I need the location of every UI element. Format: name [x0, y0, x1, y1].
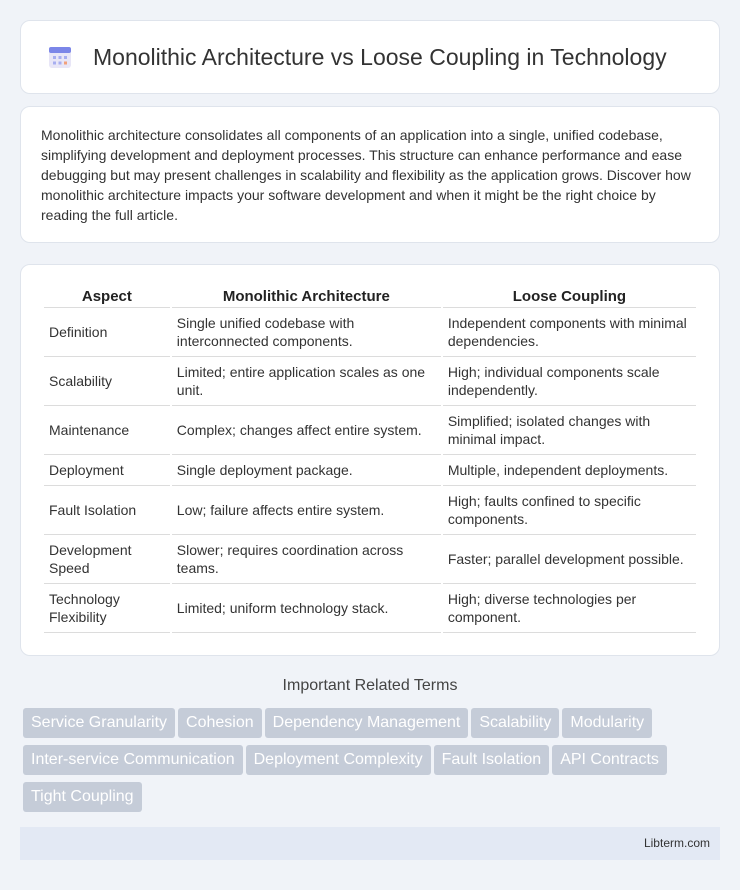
cell-monolithic: Limited; uniform technology stack.	[172, 584, 441, 633]
related-terms-list	[23, 708, 723, 819]
cell-loose-coupling: Independent components with minimal dependencies.	[443, 308, 696, 357]
cell-aspect: Deployment	[44, 455, 170, 486]
header-card	[20, 20, 720, 94]
cell-monolithic: Limited; entire application scales as one unit.	[172, 357, 441, 406]
related-term-tag[interactable]: API Contracts	[552, 745, 667, 775]
cell-monolithic: Single unified codebase with interconnected components.	[172, 308, 441, 357]
cell-loose-coupling: High; individual components scale independently.	[443, 357, 696, 406]
cell-monolithic: Single deployment package.	[172, 455, 441, 486]
intro-text: Monolithic architecture consolidates all components of an application into a single, unified codebase, simplifying development and deployment processes. This structure can enhance performance and ease debugging but may present challenges in scalability and flexibility as the application grows. Discover how monolithic architecture impacts your software development and when it might be the right choice by reading the full article.	[41, 127, 691, 223]
cell-aspect: Maintenance	[44, 406, 170, 455]
footer	[20, 827, 720, 860]
cell-aspect: Technology Flexibility	[44, 584, 170, 633]
related-term-tag[interactable]: Cohesion	[178, 708, 262, 738]
cell-loose-coupling: High; faults confined to specific components.	[443, 486, 696, 535]
page-title: Monolithic Architecture vs Loose Coupling in Technology	[93, 43, 667, 70]
cell-aspect: Definition	[44, 308, 170, 357]
related-term-tag[interactable]: Dependency Management	[265, 708, 469, 738]
related-term-tag[interactable]: Tight Coupling	[23, 782, 142, 812]
table-row	[44, 308, 696, 357]
cell-loose-coupling: High; diverse technologies per component.	[443, 584, 696, 633]
related-term-tag[interactable]: Service Granularity	[23, 708, 175, 738]
comparison-card	[20, 264, 720, 656]
cell-aspect: Development Speed	[44, 535, 170, 584]
cell-aspect: Scalability	[44, 357, 170, 406]
related-term-tag[interactable]: Modularity	[562, 708, 652, 738]
header-monolithic: Monolithic Architecture	[172, 286, 441, 308]
cell-loose-coupling: Simplified; isolated changes with minimal impact.	[443, 406, 696, 455]
header-aspect: Aspect	[44, 286, 170, 308]
cell-monolithic: Slower; requires coordination across teams.	[172, 535, 441, 584]
related-term-tag[interactable]: Scalability	[471, 708, 559, 738]
table-row	[44, 535, 696, 584]
cell-monolithic: Low; failure affects entire system.	[172, 486, 441, 535]
related-terms-title: Important Related Terms	[282, 677, 458, 694]
related-term-tag[interactable]: Deployment Complexity	[246, 745, 431, 775]
header-loose-coupling: Loose Coupling	[443, 286, 696, 308]
related-term-tag[interactable]: Fault Isolation	[434, 745, 550, 775]
table-row	[44, 406, 696, 455]
cell-loose-coupling: Faster; parallel development possible.	[443, 535, 696, 584]
table-row	[44, 455, 696, 486]
calendar-icon	[47, 44, 73, 70]
table-row	[44, 486, 696, 535]
table-header-row	[44, 286, 696, 308]
cell-monolithic: Complex; changes affect entire system.	[172, 406, 441, 455]
related-term-tag[interactable]: Inter-service Communication	[23, 745, 243, 775]
table-row	[44, 584, 696, 633]
cell-loose-coupling: Multiple, independent deployments.	[443, 455, 696, 486]
footer-site-name[interactable]: Libterm.com	[643, 836, 710, 850]
table-row	[44, 357, 696, 406]
comparison-table	[42, 286, 698, 633]
cell-aspect: Fault Isolation	[44, 486, 170, 535]
intro-card	[20, 106, 720, 243]
